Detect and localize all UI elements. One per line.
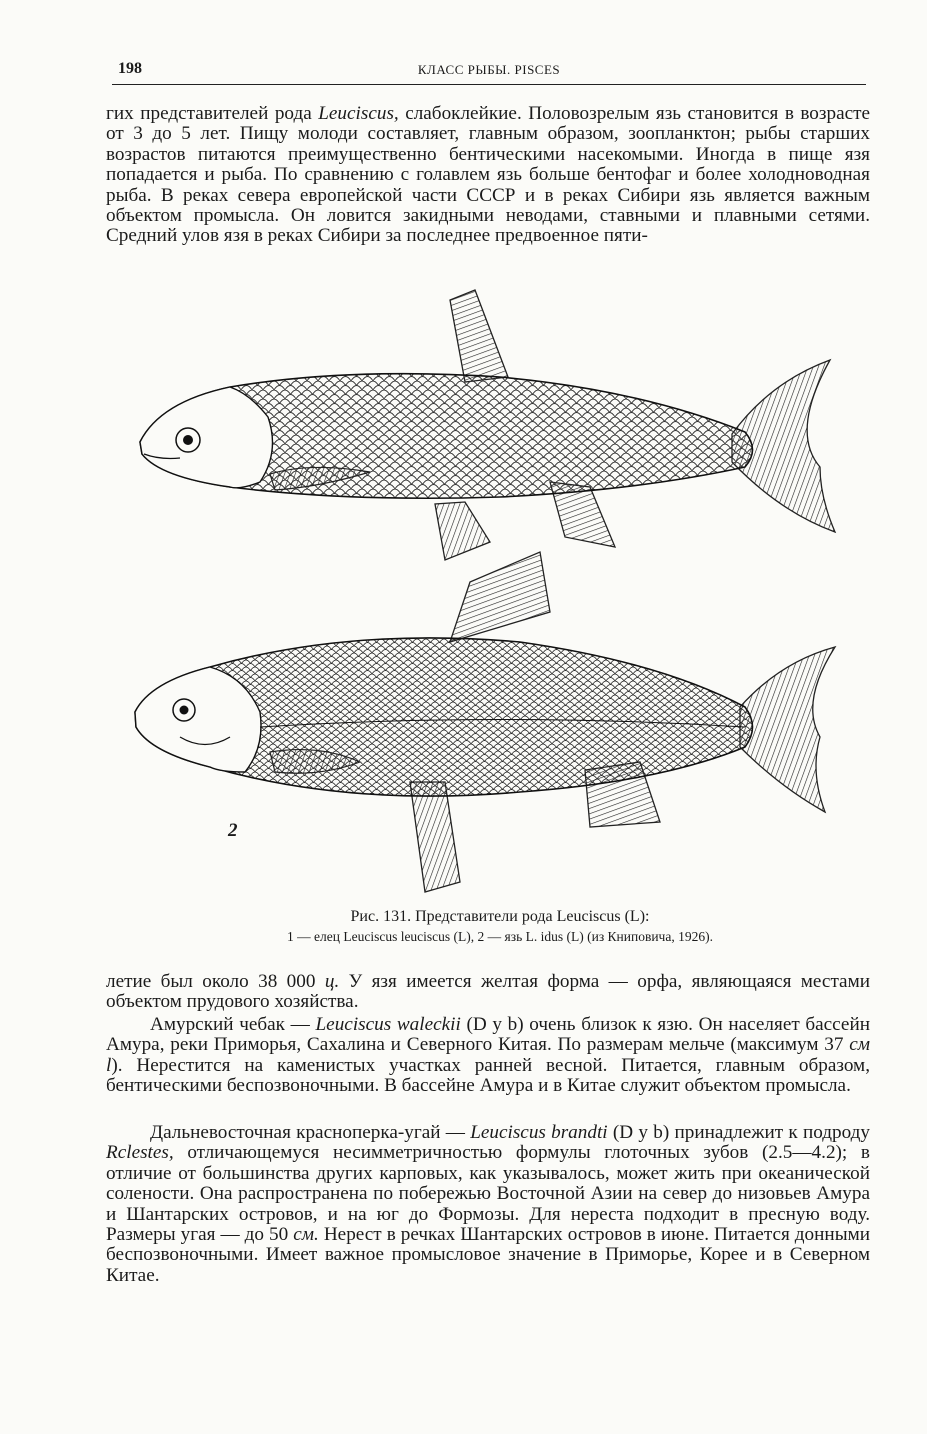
- dace-fish-icon: [140, 290, 835, 560]
- figure-panel-label: 2: [228, 820, 238, 841]
- paragraph-1: [106, 104, 870, 247]
- paragraph-3: [106, 1015, 870, 1097]
- italic-term: Leuciscus brandti: [470, 1122, 608, 1143]
- page-number: 198: [118, 60, 142, 77]
- figure-caption-subtitle: 1 — елец Leuciscus leuciscus (L), 2 — язь L. idus (L) (из Книповича, 1926).: [287, 929, 713, 944]
- text-run: У язя имеется желтая форма — орфа, являющаяся местами объектом прудового хозяйства.: [106, 971, 870, 1013]
- ide-fish-icon: [135, 552, 835, 892]
- italic-term: Leuciscus waleckii: [315, 1014, 461, 1035]
- italic-unit: см l: [106, 1034, 870, 1076]
- paragraph-2: [106, 972, 870, 1013]
- running-head: КЛАСС РЫБЫ. PISCES: [417, 62, 561, 77]
- figure-caption-title: Рис. 131. Представители рода Leuciscus (L):: [350, 908, 650, 925]
- italic-unit: см.: [293, 1224, 319, 1246]
- italic-term: Rclestes,: [106, 1142, 174, 1164]
- italic-term: Leuciscus,: [318, 103, 399, 124]
- text-run: Амурский чебак —: [150, 1014, 316, 1035]
- text-run: Нерест в речках Шантарских островов в июне. Питается донными беспозвоночными. Имеет важное промысловое значение в Приморье, Корее и в Северном Китае.: [106, 1224, 870, 1286]
- italic-unit: ц.: [324, 971, 340, 992]
- text-run: летие был около 38 000: [106, 971, 325, 992]
- paragraph-4: [106, 1123, 870, 1286]
- text-run: отличающемуся несимметричностью формулы глоточных зубов (2.5—4.2); в отличие от большинства других карповых, как указывалось, может жить при океанической солености. Она распространена по побережью Восточной Азии на север до низовьев Амура и Шантарских островов, и на юг до Формозы. Для нереста подходит в пресную воду. Размеры угая — до 50: [106, 1142, 870, 1246]
- text-run: гих представителей рода: [106, 103, 319, 124]
- text-run: Дальневосточная красноперка-угай —: [150, 1122, 471, 1143]
- figure-131: [120, 282, 850, 902]
- text-run: (D y b) принадлежит к подроду: [607, 1122, 871, 1143]
- text-run: (D y b) очень близок к язю. Он населяет бассейн Амура, реки Приморья, Сахалина и Северного Китая. По размерам мельче (максимум 37: [106, 1014, 870, 1056]
- page-header: [112, 58, 866, 85]
- text-run: слабоклейкие. Половозрелым язь становится в возрасте от 3 до 5 лет. Пищу молоди составляет, главным образом, зоопланктон; рыбы старших возрастов питаются преимущественно бентическими насекомыми. Иногда в пище язя попадается и рыба. По сравнению с голавлем язь больше бентофаг и более холодноводная рыба. В реках севера европейской части СССР и в реках Сибири язь является важным объектом промысла. Он ловится закидными неводами, ставными и плавными сетями. Средний улов язя в реках Сибири за последнее предвоенное пяти-: [106, 103, 870, 247]
- text-run: ). Нерестится на каменистых участках ранней весной. Питается, главным образом, бентическими беспозвоночными. В бассейне Амура и в Китае служит объектом промысла.: [106, 1054, 870, 1097]
